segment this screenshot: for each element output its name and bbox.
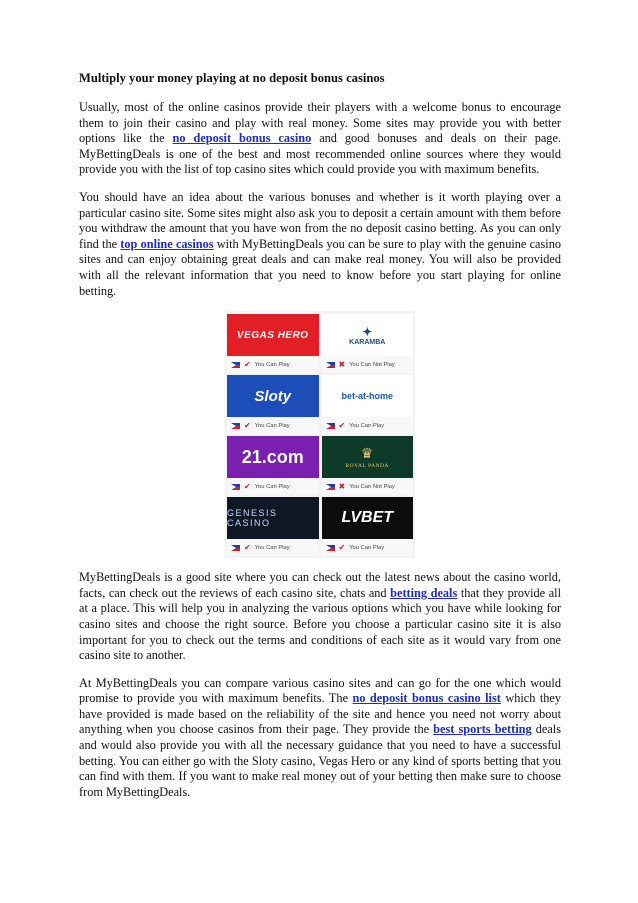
flag-icon xyxy=(326,423,335,429)
play-status: ✔ You Can Play xyxy=(227,356,319,373)
casino-card-bet-at-home xyxy=(322,375,414,434)
casino-card-genesis xyxy=(227,497,319,556)
casino-card-21com xyxy=(227,436,319,495)
no-deposit-bonus-casino-list-link[interactable]: no deposit bonus casino list xyxy=(352,691,501,706)
check-icon: ✔ xyxy=(244,482,251,492)
flag-icon xyxy=(231,484,240,490)
play-status: ✔ You Can Play xyxy=(227,417,319,434)
play-status: ✖ You Can Not Play xyxy=(322,478,414,495)
best-sports-betting-link[interactable]: best sports betting xyxy=(433,722,532,737)
play-status: ✔ You Can Play xyxy=(227,539,319,556)
casino-card-sloty xyxy=(227,375,319,434)
paragraph-mybettingdeals xyxy=(79,570,561,664)
check-icon: ✔ xyxy=(244,543,251,553)
text: MyBettingDeals is a good site where you can check out the latest news about the casino world, facts, can check out the reviews of each casino site, chats and xyxy=(79,570,561,600)
cross-icon: ✖ xyxy=(338,482,346,492)
play-status: ✔ You Can Play xyxy=(322,417,414,434)
21com-logo: 21.com xyxy=(227,436,319,478)
flag-icon xyxy=(326,362,335,368)
text: that they provide all at a place. This will help you in analyzing the various options which you have while looking for casino sites and choose the right source. Before you choose a particular casino site it is also important for you to check out the terms and conditions of each site as it would vary from one casino site to another. xyxy=(79,585,561,663)
text: At MyBettingDeals you can compare various casino sites and can go for the one which would promise to provide you with maximum benefits. The xyxy=(79,675,561,706)
paragraph-intro xyxy=(79,100,561,178)
casino-card-royal-panda xyxy=(322,436,414,495)
no-deposit-bonus-casino-link[interactable]: no deposit bonus casino xyxy=(172,131,312,146)
bet-at-home-logo: bet-at-home xyxy=(322,375,414,417)
genesis-casino-logo: GENESIS CASINO xyxy=(227,497,319,539)
play-status: ✔ You Can Play xyxy=(322,539,414,556)
check-icon: ✔ xyxy=(338,543,346,553)
play-status: ✔ You Can Play xyxy=(227,478,319,495)
paragraph-compare xyxy=(79,676,561,801)
cross-icon: ✖ xyxy=(338,360,346,370)
casino-card-vegas-hero xyxy=(227,314,319,373)
flag-icon xyxy=(231,545,240,551)
check-icon: ✔ xyxy=(244,421,251,431)
document-page xyxy=(79,70,561,812)
check-icon: ✔ xyxy=(338,421,346,431)
flag-icon xyxy=(231,423,240,429)
casino-card-lvbet xyxy=(322,497,414,556)
vegas-hero-logo: VEGAS HERO xyxy=(227,314,319,356)
flag-icon xyxy=(231,362,240,368)
text: deals and would also provide you with all the necessary guidance that you need to have a successful betting. You can either go with the Sloty casino, Vegas Hero or any kind of sports betting that you can find with them. If you want to make real money out of your betting then make sure to choose from MyBettingDeals. xyxy=(79,722,561,799)
text: Usually, most of the online casinos provide their players with a welcome bonus to encourage them to join their casino and play with real money. Some sites may provide you with better options like the xyxy=(79,100,561,146)
flag-icon xyxy=(326,545,335,551)
text: and good bonuses and deals on their page. MyBettingDeals is one of the best and most recommended online sources where they would provide you with the list of top casino sites which could provide you with maximum benefits. xyxy=(79,131,561,177)
casino-grid-image xyxy=(225,311,415,558)
paragraph-bonuses xyxy=(79,190,561,299)
page-title: Multiply your money playing at no deposit bonus casinos xyxy=(79,71,385,85)
text: You should have an idea about the various bonuses and whether is it worth playing over a particular casino site. Some sites might also ask you to deposit a certain amount with them before you withdraw the amount that you have won from the no deposit casino betting. As you can only find the xyxy=(79,189,561,251)
text: which they have provided is made based on the reliability of the site and hence you need not worry about anything when you choose casinos from their page. They provide the xyxy=(79,691,561,737)
lvbet-logo: LVBET xyxy=(322,497,414,539)
betting-deals-link[interactable]: betting deals xyxy=(390,585,458,600)
text: with MyBettingDeals you can be sure to play with the genuine casino sites and can enjoy obtaining great deals and can make real money. You will also be provided with all the relevant information that you need to know before you start playing for online betting. xyxy=(79,236,562,298)
play-status: ✖ You Can Not Play xyxy=(322,356,414,373)
royal-panda-logo: ♛ ROYAL PANDA xyxy=(322,436,414,478)
flag-icon xyxy=(326,484,335,490)
sloty-logo: Sloty xyxy=(227,375,319,417)
karamba-logo: ✦ KARAMBA xyxy=(322,314,414,356)
check-icon: ✔ xyxy=(244,360,251,370)
top-online-casinos-link[interactable]: top online casinos xyxy=(120,236,214,251)
casino-card-karamba xyxy=(322,314,414,373)
